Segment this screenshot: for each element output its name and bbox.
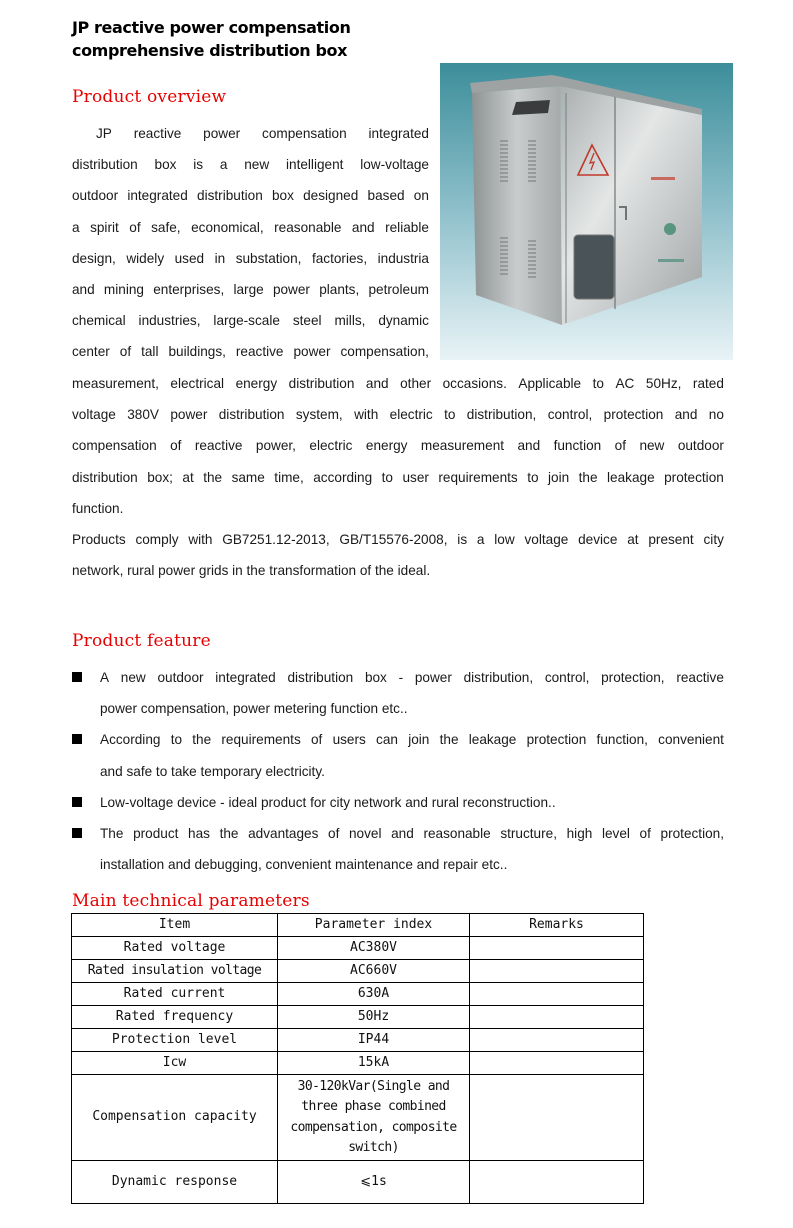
table-row [72,937,644,960]
word: power [170,407,208,423]
word: a [219,157,228,173]
table-row [72,1029,644,1052]
text-line [72,368,724,399]
word: advantages [248,825,319,841]
feature-text [100,818,724,880]
word: safe, [151,219,181,235]
word: A [100,670,110,685]
word: is [457,532,468,547]
word: mining [103,281,144,297]
word: convenient [658,732,724,748]
cell-remarks [470,1052,644,1075]
word: low [494,532,515,547]
table-header-row [72,914,644,937]
word: intelligent [285,157,344,173]
word: of [639,825,651,841]
word: same [231,469,265,485]
text-line [72,212,429,243]
word: reactive [194,438,243,454]
word: control, [544,670,590,685]
word: and [391,825,414,841]
word: a [72,219,80,235]
word: users [332,732,366,748]
word: low-voltage [360,157,429,173]
distribution-box-photo [440,63,733,360]
word: and [517,438,541,454]
word: large [233,281,264,297]
cell-value: ⩽1s [278,1161,470,1204]
word: control, [547,407,593,423]
word: factories, [311,250,368,266]
word: box [154,157,177,173]
word: distribution [288,376,355,391]
cell-item: Rated insulation voltage [72,960,278,983]
word: compensation [262,126,347,141]
word: electric [309,438,353,454]
word: to [381,469,393,485]
cell-remarks [470,983,644,1006]
word: present [648,532,694,547]
word: requirements [221,732,301,748]
word: According [100,732,161,748]
word: a [476,532,485,547]
word: can [376,732,398,748]
word: integrated [215,670,276,685]
overview-paragraph [72,118,429,368]
text-line [100,724,724,755]
feature-list [72,662,724,880]
word: of [170,438,182,454]
feature-item [72,818,724,880]
word: is [193,157,204,173]
text-line [72,399,724,430]
table-row [72,1075,644,1161]
word: industries, [138,313,201,329]
word: JP [96,126,112,141]
column-header-parameter-index: Parameter index [278,914,470,937]
cell-remarks [470,937,644,960]
text-line [72,305,429,336]
word: requirements [438,469,518,485]
word: energy [235,376,278,391]
word: voltage [524,532,569,547]
word: installation and debugging, convenient maintenance and repair etc.. [100,857,508,873]
word: and [365,376,389,391]
word: large-scale [213,313,280,329]
word: box; [147,469,173,485]
word: petroleum [368,281,429,297]
word: compensation, [340,344,429,360]
cell-remarks [470,1161,644,1204]
square-bullet-icon [72,672,82,682]
word: new [244,157,270,173]
parameters-heading: Main technical parameters [72,891,310,911]
word: GB7251.12-2013, [222,532,330,547]
cell-remarks [470,1006,644,1029]
word: function [553,438,602,454]
word: outdoor [72,188,119,204]
text-line [72,555,724,586]
word: the [578,469,598,485]
word: reasonable [274,219,342,235]
cell-value: 15kA [278,1052,470,1075]
cell-value: AC660V [278,960,470,983]
word: according [313,469,373,485]
word: user [402,469,429,485]
feature-text [100,662,724,724]
word: high [566,825,593,841]
text-line [100,849,724,880]
word: voltage [72,407,116,423]
word: AC [615,376,635,391]
word: new [639,438,665,454]
word: design, [72,250,116,266]
text-line [72,336,429,367]
text-line [72,462,724,493]
word: dynamic [378,313,429,329]
word: the [439,732,459,748]
word: to [444,407,456,423]
word: outdoor [677,438,724,454]
cell-value: 630A [278,983,470,1006]
word: - [398,670,404,685]
text-line [72,180,429,211]
table-row [72,1161,644,1204]
word: device [578,532,618,547]
feature-heading: Product feature [72,631,211,651]
word: electric [389,407,433,423]
cell-item: Rated voltage [72,937,278,960]
word: 380V [127,407,159,423]
word: Products [72,532,126,547]
word: power, [255,438,296,454]
word: tall [141,344,159,360]
word: to [592,376,604,391]
word: integrated [368,126,429,141]
word: power [272,281,310,297]
word: occasions. [442,376,507,391]
cell-value: 30-120kVar(Single and three phase combined compensation, composite switch) [278,1075,470,1161]
title-line-2: comprehensive distribution box [72,41,348,60]
word: chemical [72,313,126,329]
word: with [188,532,213,547]
text-line [72,118,429,149]
feature-text [100,724,724,786]
square-bullet-icon [72,797,82,807]
word: and [674,407,698,423]
cell-item: Compensation capacity [72,1075,278,1161]
word: comply [135,532,179,547]
word: distribution [197,188,263,204]
word: outdoor [157,670,204,685]
word: power [203,126,241,141]
column-header-remarks: Remarks [470,914,644,937]
cell-item: Rated frequency [72,1006,278,1029]
word: level [601,825,630,841]
text-line [100,787,724,818]
word: based [367,188,405,204]
parameters-table [71,913,644,1204]
word: and [351,219,375,235]
word: power [414,670,452,685]
word: no [708,407,724,423]
word: with [354,407,379,423]
word: reactive [235,344,284,360]
word: of [328,825,340,841]
word: enterprises, [153,281,225,297]
text-line [72,243,429,274]
word: The [100,825,124,841]
word: of [614,438,626,454]
text-line [72,493,724,524]
cell-value: IP44 [278,1029,470,1052]
word: system, [295,407,343,423]
word: designed [303,188,359,204]
word: and [72,281,95,297]
word: energy [365,438,408,454]
word: new [120,670,146,685]
word: box [271,188,294,204]
text-line [100,756,724,787]
word: reasonable [423,825,491,841]
word: join [408,732,430,748]
cell-remarks [470,1029,644,1052]
word: city [703,532,724,547]
word: power [293,344,331,360]
text-line [100,693,724,724]
product-image [440,63,733,360]
word: product [133,825,179,841]
word: protection [603,407,664,423]
word: function. [72,500,124,516]
word: distribution [287,670,354,685]
word: protection [664,469,724,485]
word: distribution [72,157,138,173]
word: to [170,732,183,748]
cell-remarks [470,960,644,983]
text-line [72,430,724,461]
word: spirit [90,219,119,235]
word: and safe to take temporary electricity. [100,763,325,779]
word: the [219,825,239,841]
word: in [214,250,226,266]
text-line [72,524,724,555]
text-line [100,818,724,849]
word: protection, [601,670,665,685]
table-row [72,1052,644,1075]
text-line [100,662,724,693]
word: network, rural power grids in the transformation of the ideal. [72,563,431,579]
word: integrated [127,188,188,204]
feature-text [100,787,724,818]
word: buildings, [168,344,226,360]
word: the [203,469,223,485]
word: on [413,188,429,204]
word: function, [596,732,648,748]
word: at [627,532,639,547]
word: electrical [170,376,225,391]
compliance-paragraph [72,524,724,586]
column-header-item: Item [72,914,278,937]
word: distribution, [463,670,534,685]
cell-item: Rated current [72,983,278,1006]
word: economical, [191,219,264,235]
word: steel [292,313,322,329]
word: plants, [319,281,360,297]
cell-item: Dynamic response [72,1161,278,1204]
word: GB/T15576-2008, [339,532,448,547]
word: power compensation, power metering function etc.. [100,701,408,717]
cell-value: AC380V [278,937,470,960]
word: distribution [218,407,285,423]
overview-paragraph-continued [72,368,724,524]
cell-item: Icw [72,1052,278,1075]
word: the [192,732,212,748]
word: to [527,469,539,485]
word: reactive [676,670,724,685]
word: mills, [334,313,366,329]
word: rated [692,376,724,391]
word: of [129,219,141,235]
word: 50Hz, [645,376,682,391]
feature-item [72,662,724,724]
word: compensation [72,438,157,454]
word: novel [349,825,382,841]
word: protection [526,732,587,748]
word: distribution, [466,407,537,423]
word: box [364,670,387,685]
word: other [400,376,432,391]
text-line [72,149,429,180]
word: industria [377,250,429,266]
word: of [310,732,323,748]
word: reactive [133,126,182,141]
word: structure, [500,825,557,841]
word: measurement [420,438,505,454]
cell-remarks [470,1075,644,1161]
side-panel [472,86,562,325]
cell-value: 50Hz [278,1006,470,1029]
word: widely [126,250,165,266]
word: time, [274,469,304,485]
word: Low-voltage device - ideal product for city network and rural reconstruction.. [100,794,556,810]
word: has [188,825,210,841]
table-row [72,1006,644,1029]
square-bullet-icon [72,828,82,838]
page-title [72,16,350,62]
word: center [72,344,110,360]
overview-heading: Product overview [72,87,227,107]
word: protection, [660,825,724,841]
word: leakage [607,469,655,485]
table-row [72,960,644,983]
word: at [182,469,194,485]
title-line-1: JP reactive power compensation [72,18,351,37]
word: used [174,250,205,266]
word: leakage [468,732,517,748]
word: reliable [385,219,429,235]
feature-item [72,787,724,818]
text-line [72,274,429,305]
word: of [119,344,132,360]
word: Applicable [518,376,582,391]
feature-item [72,724,724,786]
word: distribution [72,469,138,485]
word: substation, [235,250,302,266]
square-bullet-icon [72,734,82,744]
word: join [548,469,570,485]
word: measurement, [72,376,159,391]
table-row [72,983,644,1006]
cell-item: Protection level [72,1029,278,1052]
